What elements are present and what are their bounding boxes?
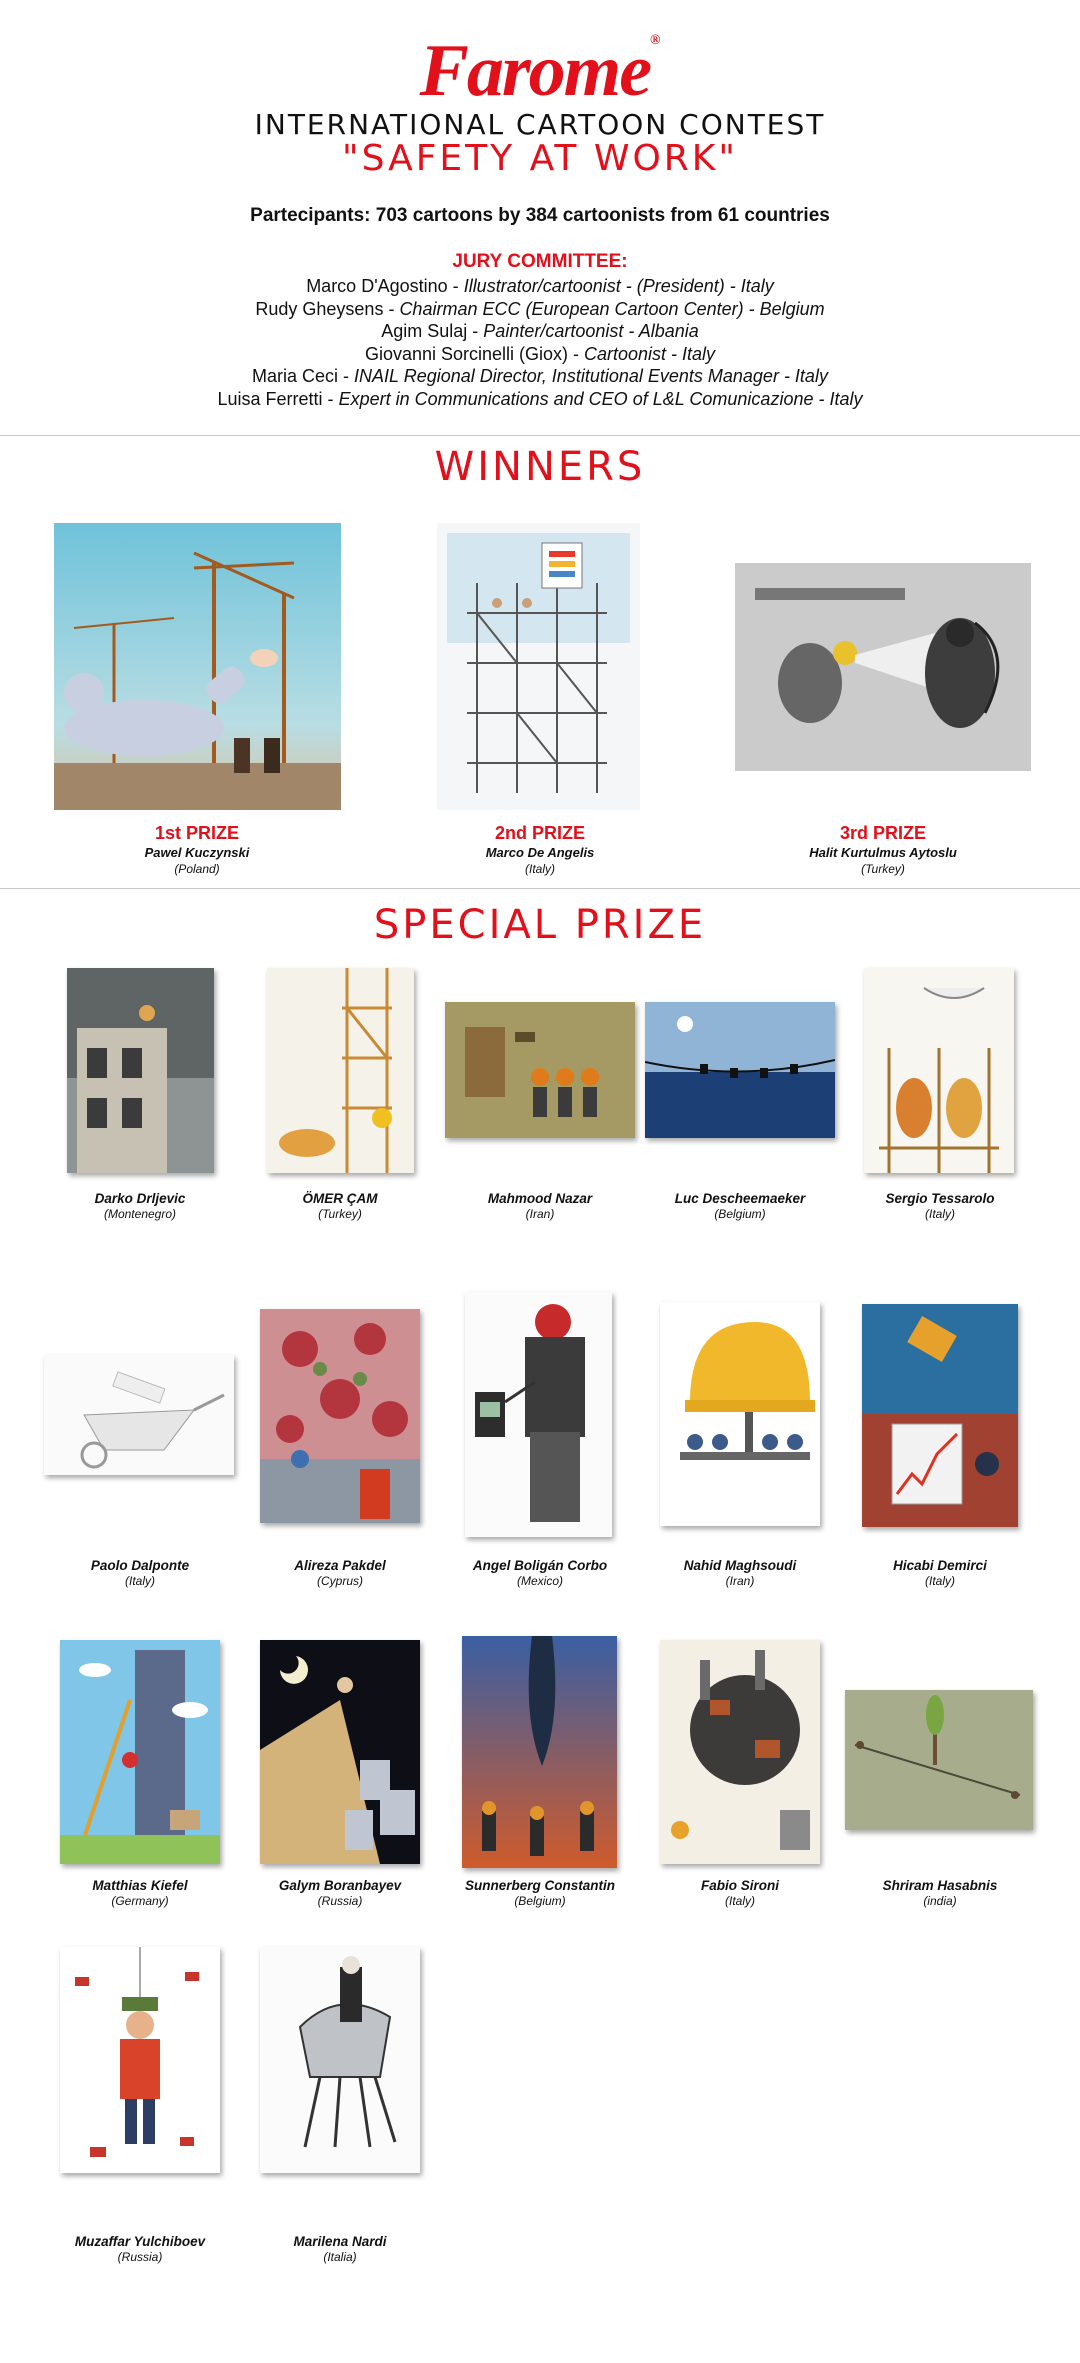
special-winner-country: (Russia) [117,2250,163,2264]
winner-cartoon-2 [437,523,640,810]
special-winner-name: Sergio Tessarolo [885,1191,995,1206]
prize-label-3: 3rd PRIZE [839,823,927,843]
special-winner-country: (Belgium) [714,1207,766,1221]
special-winner-name: Galym Boranbayev [278,1878,402,1893]
winner-name-1: Pawel Kuczynski [144,845,250,860]
special-winner-name: Shriram Hasabnis [882,1878,998,1893]
special-winner-name: Nahid Maghsoudi [683,1558,797,1573]
cartoon-thumb-10 [862,1304,1018,1527]
cartoon-thumb-4 [645,1002,835,1138]
special-winner-name: Darko Drljevic [94,1191,186,1206]
winners-title: WINNERS [434,444,646,490]
special-winner-country: (Italy) [125,1574,155,1588]
winner-country-1: (Poland) [174,862,220,876]
special-winner-country: (Belgium) [514,1894,566,1908]
cartoon-thumb-16 [60,1947,220,2173]
special-winner-name: ÖMER ÇAM [302,1191,378,1206]
farome-logo [0,30,1080,112]
special-winner-country: (Italy) [925,1574,955,1588]
cartoon-thumb-6 [44,1355,234,1475]
separator [0,888,1080,889]
winner-cartoon-1 [54,523,341,810]
cartoon-thumb-17 [260,1947,420,2173]
special-winner-name: Muzaffar Yulchiboev [74,2234,206,2249]
jury-member: Marco D'Agostino - Illustrator/cartoonist - (President) - Italy [306,276,774,296]
winner-name-3: Halit Kurtulmus Aytoslu [809,845,957,860]
special-winner-name: Alireza Pakdel [294,1558,386,1573]
cartoon-thumb-14 [660,1640,820,1864]
special-winner-name: Sunnerberg Constantin [464,1878,615,1893]
special-winner-country: (Italy) [725,1894,755,1908]
special-winner-name: Luc Descheemaeker [674,1191,806,1206]
cartoon-thumb-7 [260,1309,420,1523]
jury-list [0,275,1080,410]
special-winner-name: Mahmood Nazar [487,1191,593,1206]
jury-member: Rudy Gheysens - Chairman ECC (European Cartoon Center) - Belgium [255,298,825,319]
special-winner-country: (Cyprus) [316,1574,363,1588]
special-winner-country: (Iran) [725,1574,755,1588]
special-winner-country: (Turkey) [318,1207,362,1221]
special-winner-name: Fabio Sironi [700,1878,779,1893]
winner-cartoon-3 [735,563,1031,771]
jury-member: Maria Ceci - INAIL Regional Director, Institutional Events Manager - Italy [252,366,828,386]
winner-country-2: (Italy) [525,862,555,876]
special-prize-title: SPECIAL PRIZE [373,902,707,948]
winner-country-3: (Turkey) [861,862,905,876]
brand-name: Farome [419,30,651,112]
cartoon-thumb-3 [445,1002,635,1138]
cartoon-thumb-8 [465,1292,612,1537]
cartoon-thumb-5 [864,968,1014,1173]
cartoon-thumb-1 [67,968,214,1173]
special-winner-country: (Mexico) [516,1574,563,1588]
winner-name-2: Marco De Angelis [485,845,595,860]
cartoon-thumb-12 [260,1640,420,1864]
special-winner-country: (Italia) [323,2250,357,2264]
cartoon-thumb-9 [660,1302,820,1526]
separator [0,435,1080,436]
participants-summary: Partecipants: 703 cartoons by 384 cartoonists from 61 countries [250,205,830,226]
special-winner-country: (Italy) [925,1207,955,1221]
cartoon-thumb-2 [267,968,414,1173]
contest-title: INTERNATIONAL CARTOON CONTEST [254,108,826,141]
jury-member: Luisa Ferretti - Expert in Communications and CEO of L&L Comunicazione - Italy [217,388,863,409]
special-winner-country: (india) [923,1894,957,1908]
jury-member: Agim Sulaj - Painter/cartoonist - Albania [381,321,699,341]
jury-member: Giovanni Sorcinelli (Giox) - Cartoonist - Italy [364,343,716,364]
special-winner-name: Paolo Dalponte [90,1558,190,1573]
cartoon-thumb-13 [462,1636,617,1868]
prize-label-2: 2nd PRIZE [494,823,585,843]
contest-theme: "SAFETY AT WORK" [342,138,738,179]
special-winner-country: (Germany) [111,1894,169,1908]
special-winner-country: (Montenegro) [103,1207,177,1221]
special-winner-country: (Iran) [525,1207,555,1221]
special-winner-name: Marilena Nardi [293,2234,387,2249]
registered-mark: ® [650,33,661,48]
jury-title: JURY COMMITTEE: [452,251,628,272]
special-winner-name: Matthias Kiefel [92,1878,188,1893]
special-winner-name: Angel Boligán Corbo [472,1558,608,1573]
cartoon-thumb-15 [845,1690,1033,1830]
special-winner-country: (Russia) [317,1894,363,1908]
cartoon-thumb-11 [60,1640,220,1864]
special-winner-name: Hicabi Demirci [893,1558,987,1573]
prize-label-1: 1st PRIZE [154,823,240,843]
